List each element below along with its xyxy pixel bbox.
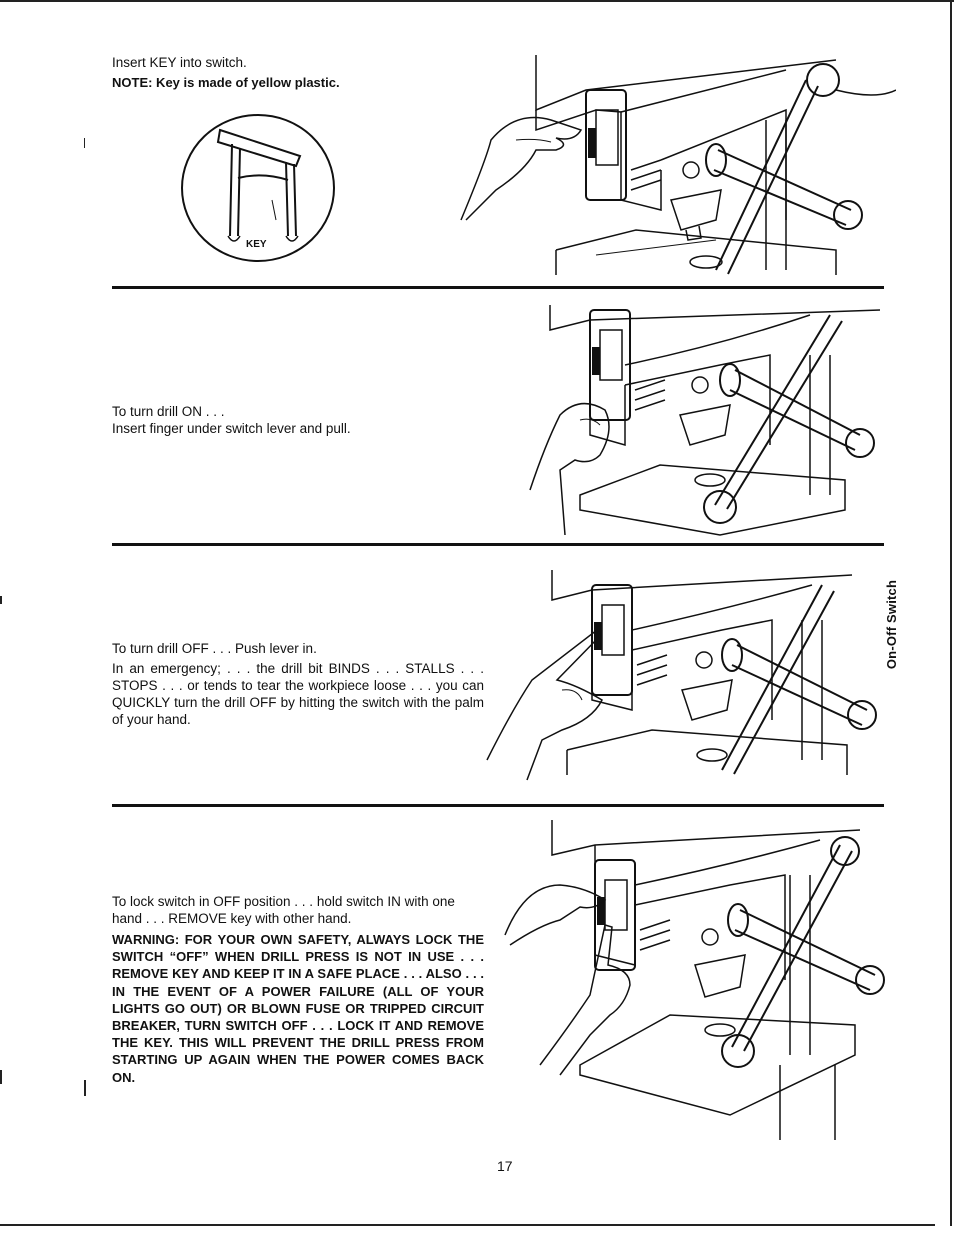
side-tab — [882, 578, 902, 670]
insert-key-illustration — [456, 50, 896, 280]
turn-on-instruction: Insert finger under switch lever and pull. — [112, 421, 351, 436]
emergency-text: In an emergency; . . . the drill bit BINDS . . . STALLS . . . STOPS . . . or tends to tear the workpiece loose . . . you can QUICKLY turn the drill OFF by hitting the switch with the palm of your hand. — [112, 661, 484, 727]
section-divider — [112, 804, 884, 807]
insert-key-text: Insert KEY into switch. — [112, 55, 247, 70]
safety-warning-text: WARNING: FOR YOUR OWN SAFETY, ALWAYS LOCK THE SWITCH “OFF” WHEN DRILL PRESS IS NOT IN USE . . . REMOVE KEY AND KEEP IT IN A SAFE PLACE . . . ALSO . . . IN THE EVENT OF A POWER FAILURE (ALL OF YOUR LIGHTS GO OUT) OR BLOWN FUSE OR TRIPPED CIRCUIT BREAKER, TURN SWITCH OFF . . . LOCK IT AND REMOVE THE KEY. THIS WILL PREVENT THE DRILL PRESS FROM STARTING UP AGAIN WHEN THE POWER COMES BACK ON. — [112, 932, 484, 1085]
turn-off-text: To turn drill OFF . . . Push lever in. — [112, 641, 317, 656]
scan-mark — [0, 596, 2, 604]
turn-on-text: To turn drill ON . . . — [112, 404, 225, 419]
turn-on-illustration — [520, 295, 900, 540]
page-border-top — [0, 0, 954, 2]
page-border-right — [950, 0, 952, 1226]
scan-mark — [84, 138, 85, 148]
section-divider — [112, 286, 884, 289]
key-diagram — [180, 108, 340, 268]
scan-mark — [84, 1080, 86, 1096]
key-label: KEY — [246, 239, 267, 250]
section-divider — [112, 543, 884, 546]
scan-mark — [0, 1070, 2, 1084]
turn-off-illustration — [482, 560, 877, 785]
page-border-bottom — [0, 1224, 935, 1226]
page-number: 17 — [497, 1158, 513, 1174]
key-note-text: NOTE: Key is made of yellow plastic. — [112, 75, 340, 90]
side-tab-label: On-Off Switch — [884, 579, 900, 669]
lock-switch-text: To lock switch in OFF position . . . hold switch IN with one hand . . . REMOVE key with other hand. — [112, 894, 455, 926]
lock-switch-illustration — [500, 815, 885, 1145]
